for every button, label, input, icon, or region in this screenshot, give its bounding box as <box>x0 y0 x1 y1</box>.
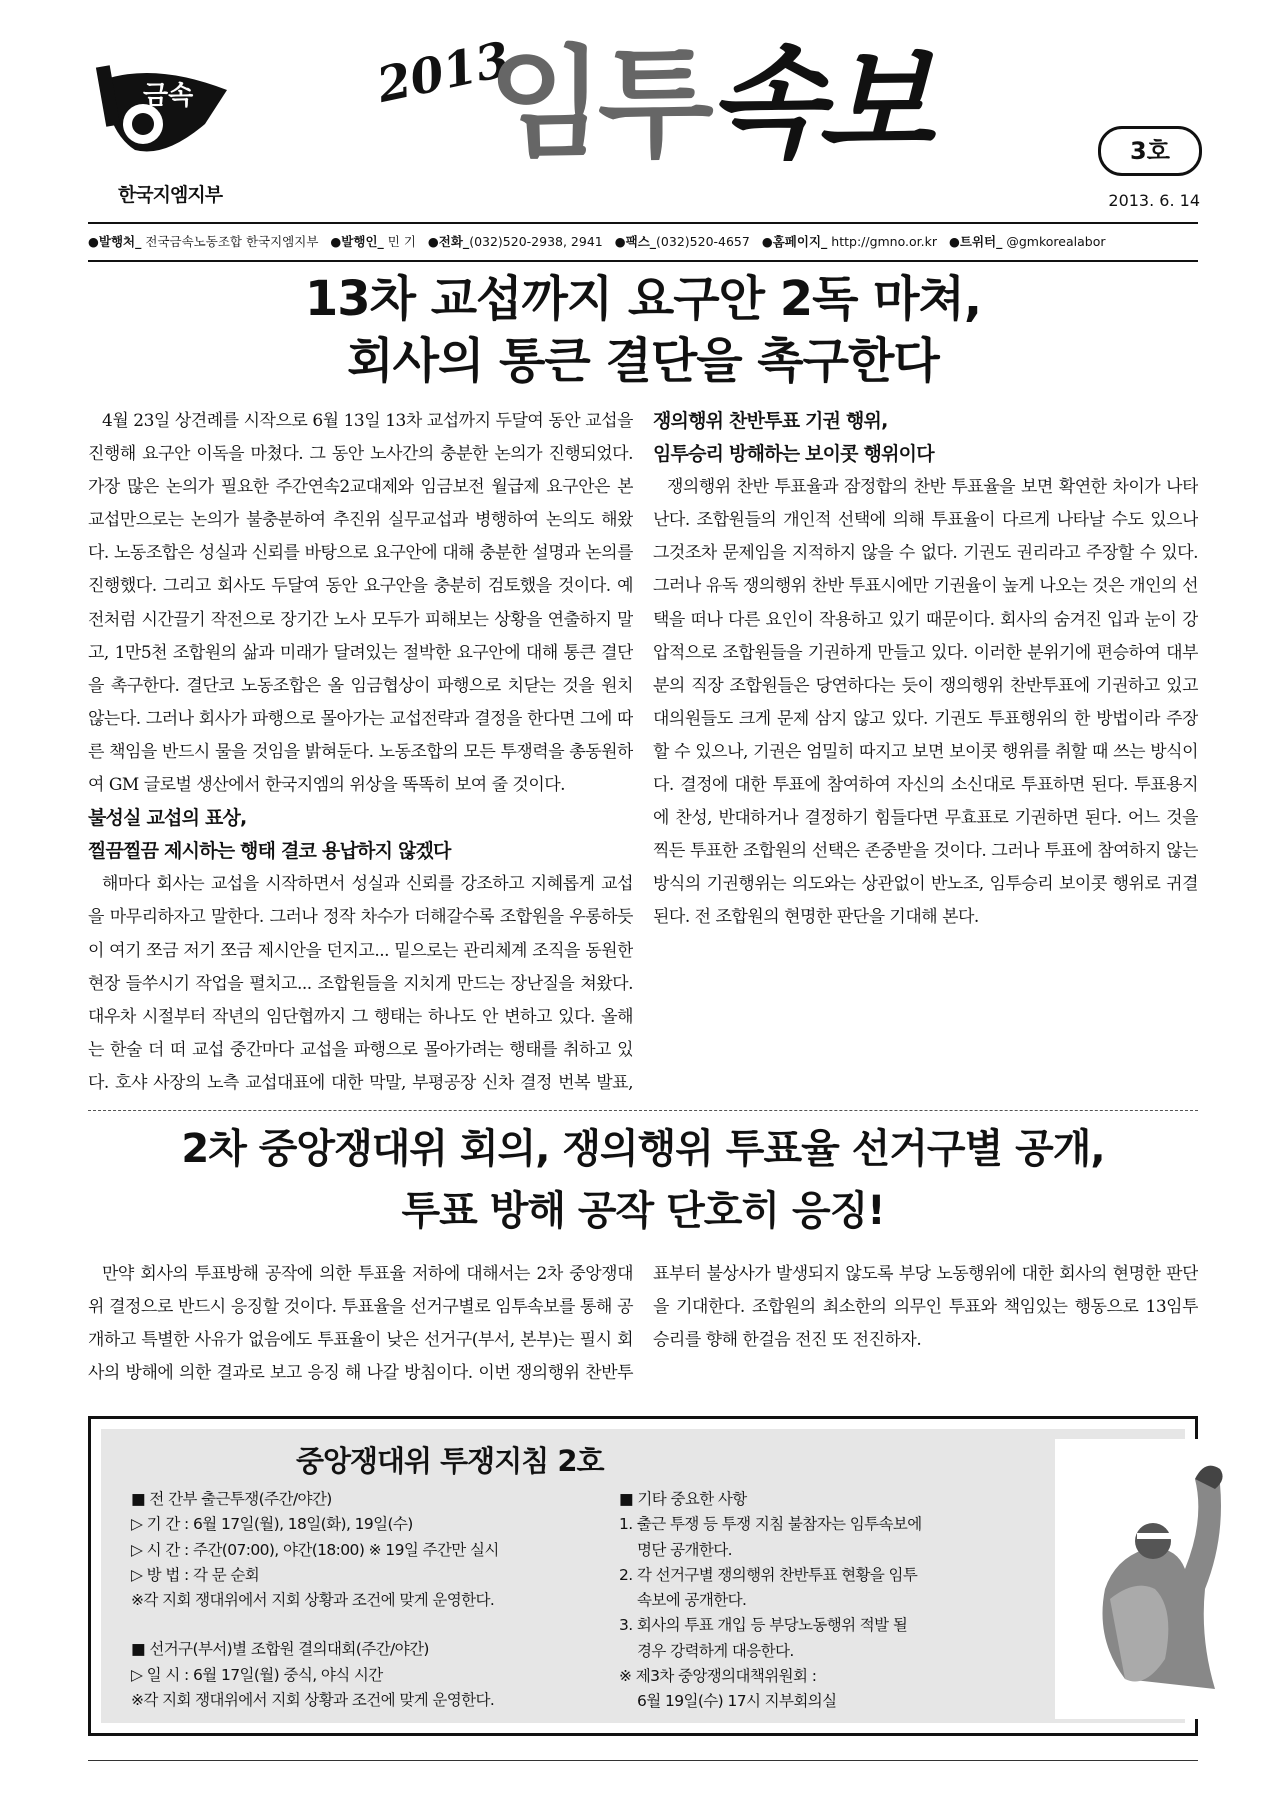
article1-paragraph1: 4월 23일 상견례를 시작으로 6월 13일 13차 교섭까지 두달여 동안 교섭을 진행해 요구안 이독을 마쳤다. 그 동안 노사간의 충분한 논의가 진행되었다. 가장 많은 논의가 필요한 주간연속2교대제와 임금보전 월급제 요구안은 본 교섭만으로는 논의가 불충분하여 추진위 실무교섭과 병행하여 논의도 해왔다. 노동조합은 성실과 신뢰를 바탕으로 요구안에 대해 충분한 설명과 논의를 진행했다. 그리고 회사도 두달여 동안 요구안을 충분히 검토했을 것이다. 예전처럼 시간끌기 작전으로 장기간 노사 모두가 피해보는 상황을 연출하지 말고, 1만5천 조합원의 삶과 미래가 달려있는 절박한 요구안에 대해 통큰 결단을 촉구한다. 결단코 노동조합은 올 임금협상이 파행으로 치닫는 것을 원치 않는다. 그러나 회사가 파행으로 몰아가는 교섭전략과 결정을 한다면 그에 따른 책임을 반드시 물을 것임을 밝혀둔다. 노동조합의 모든 투쟁력을 총동원하여 GM 글로벌 생산에서 한국지엠의 위상을 똑똑히 보여 줄 것이다. <box>88 411 633 796</box>
info-phone: ●전화_(032)520-2938, 2941 <box>427 234 603 249</box>
protester-fist-illustration-icon <box>1055 1439 1245 1719</box>
notice-right-column <box>619 1487 999 1715</box>
notice-left-line: ■ 선거구(부서)별 조합원 결의대회(주간/야간) <box>131 1640 429 1659</box>
notice-right-line: 3. 회사의 투표 개입 등 부당노동행위 적발 될 <box>619 1616 908 1635</box>
info-issuer: ●발행인_ 민 기 <box>330 234 416 249</box>
article2-paragraph1: 만약 회사의 투표방해 공작에 의한 투표율 저하에 대해서는 2차 중앙쟁대위 결정으로 반드시 응징할 것이다. 투표율을 선거구별로 임투속보를 통해 공개하고 특별한 사유가 없음에도 투표율이 낮은 선거구(부서, 본부)는 필시 회사의 방해에 의한 결과로 보고 응징 해 나갈 방침이다. 이번 쟁의행위 찬반투표부터 불상사가 발생되지 않도록 부당 노동행위에 대한 회사의 현명한 판단을 기대한다. 조합원의 최소한의 의무인 투표와 책임있는 행동으로 13임투 승리를 향해 한걸음 전진 또 전진하자. <box>88 1264 1198 1384</box>
article1-headline-line1: 13차 교섭까지 요구안 2독 마쳐, <box>304 271 982 327</box>
info-fax: ●팩스_(032)520-4657 <box>614 234 750 249</box>
issue-date: 2013. 6. 14 <box>1108 191 1200 210</box>
title-part1: 임투 <box>488 35 708 174</box>
notice-title: 중앙쟁대위 투쟁지침 2호 <box>296 1444 604 1478</box>
article1-col-right <box>653 405 1198 1100</box>
notice-left-column <box>131 1487 631 1713</box>
notice-left-line: ▷ 방 법 : 각 문 순회 <box>131 1565 260 1584</box>
article1-subheading2-line1: 쟁의행위 찬반투표 기권 행위, <box>653 410 888 432</box>
bottom-rule <box>88 1760 1198 1761</box>
article2-headline-line1: 2차 중앙쟁대위 회의, 쟁의행위 투표율 선거구별 공개, <box>181 1126 1105 1172</box>
masthead <box>0 0 1286 210</box>
logo-text: 금속 <box>143 81 194 111</box>
info-twitter[interactable]: ●트위터_ @gmkorealabor <box>949 234 1106 249</box>
article1-subheading1-line2: 찔끔찔끔 제시하는 행태 결코 용납하지 않겠다 <box>88 840 451 863</box>
notice-right-line: ※ 제3차 중앙쟁의대책위원회 : <box>619 1667 817 1686</box>
notice-left-line: ▷ 기 간 : 6월 17일(월), 18일(화), 19일(수) <box>131 1515 413 1534</box>
struggle-directive-box <box>88 1416 1198 1736</box>
article1-paragraph2: 해마다 회사는 교섭을 시작하면서 성실과 신뢰를 강조하고 지혜롭게 교섭을 마무리하자고 말한다. 그러나 정작 차수가 더해갈수록 조합원을 우롱하듯이 여기 쪼금 저기 쪼금 제시안을 던지고... 밑으로는 관리체계 조직을 동원한 현장 들쑤시기 작업을 펼치고... 조합원들을 지치게 만드는 장난질을 쳐왔다. 대우차 시절부터 작년의 임단협까지 그 행태는 하나도 안 변하고 있다. 올해는 한술 더 떠 교섭 중간마다 교섭을 파행으로 몰아가려는 행태를 취하고 있다. 호샤 사장의 노측 교섭대표에 대한 막말, 부평공장 신차 결정 번복 발표, <box>88 874 633 1093</box>
title-part2: 속보 <box>707 35 928 174</box>
masthead-year: 2013 <box>372 31 515 115</box>
notice-left-line: ※각 지회 쟁대위에서 지회 상황과 조건에 맞게 운영한다. <box>131 1591 495 1610</box>
article1-paragraph3: 쟁의행위 찬반 투표율과 잠정합의 찬반 투표율을 보면 확연한 차이가 나타난다. 조합원들의 개인적 선택에 의해 투표율이 다르게 나타날 수도 있으나 그것조차 문제임을 지적하지 않을 수 없다. 기권도 권리라고 주장할 수 있다. 그러나 유독 쟁의행위 찬반 투표시에만 기권율이 높게 나오는 것은 개인의 선택을 떠나 다른 요인이 작용하고 있기 때문이다. 회사의 숨겨진 입과 눈이 강압적으로 조합원들을 기권하게 만들고 있다. 이러한 분위기에 편승하여 대부분의 직장 조합원들은 당연하다는 듯이 쟁의행위 찬반투표에 기권하고 있고 대의원들도 크게 문제 삼지 않고 있다. 기권도 투표행위의 한 방법이라 주장할 수 있으나, 기권은 엄밀히 따지고 보면 보이콧 행위를 취할 때 쓰는 방식이다. 결정에 대한 투표에 참여하여 자신의 소신대로 투표하면 된다. 투표용지에 찬성, 반대하거나 결정하기 힘들다면 무효표로 기권하면 된다. 어느 것을 찍든 투표한 조합원의 선택은 존중받을 것이다. 그러나 투표에 참여하지 않는 방식의 기권행위는 의도와는 상관없이 반노조, 임투승리 보이콧 행위로 귀결된다. 전 조합원의 현명한 판단을 기대해 본다. <box>653 477 1198 928</box>
article1-subheading2-line2: 임투승리 방해하는 보이콧 행위이다 <box>653 443 934 466</box>
org-name: 한국지엠지부 <box>117 184 223 206</box>
section-divider <box>88 1110 1198 1111</box>
notice-left-line: ■ 전 간부 출근투쟁(주간/야간) <box>131 1490 332 1508</box>
notice-left-line: ▷ 시 간 : 주간(07:00), 야간(18:00) ※ 19일 주간만 실시 <box>131 1540 499 1559</box>
article2-body <box>88 1258 1198 1398</box>
issue-badge: 3호 <box>1098 126 1202 176</box>
article1-headline-line2: 회사의 통큰 결단을 촉구한다 <box>347 333 939 389</box>
masthead-title <box>488 35 928 174</box>
union-logo-icon <box>95 62 235 162</box>
notice-left-line: ※각 지회 쟁대위에서 지회 상황과 조건에 맞게 운영한다. <box>131 1691 495 1710</box>
notice-right-line: 1. 출근 투쟁 등 투쟁 지침 불참자는 임투속보에 <box>619 1515 922 1534</box>
notice-right-line: 속보에 공개한다. <box>637 1591 747 1610</box>
info-homepage[interactable]: ●홈페이지_ http://gmno.or.kr <box>761 234 938 249</box>
article1-subheading1-line1: 불성실 교섭의 표상, <box>88 807 247 830</box>
info-publisher: ●발행처_ 전국금속노동조합 한국지엠지부 <box>88 234 319 249</box>
notice-left-gap <box>131 1613 631 1637</box>
notice-right-line: 경우 강력하게 대응한다. <box>637 1641 794 1660</box>
notice-right-line: 2. 각 선거구별 쟁의행위 찬반투표 현황을 임투 <box>619 1565 918 1584</box>
notice-left-line: ▷ 일 시 : 6월 17일(월) 중식, 야식 시간 <box>131 1665 383 1684</box>
notice-right-line: ■ 기타 중요한 사항 <box>619 1490 747 1508</box>
article1-col-left <box>88 405 633 1100</box>
notice-right-line: 명단 공개한다. <box>637 1540 732 1559</box>
publisher-info-bar <box>88 222 1198 262</box>
article2-headline-line2: 투표 방해 공작 단호히 응징! <box>401 1188 885 1234</box>
notice-right-line: 6월 19일(수) 17시 지부회의실 <box>637 1692 837 1711</box>
